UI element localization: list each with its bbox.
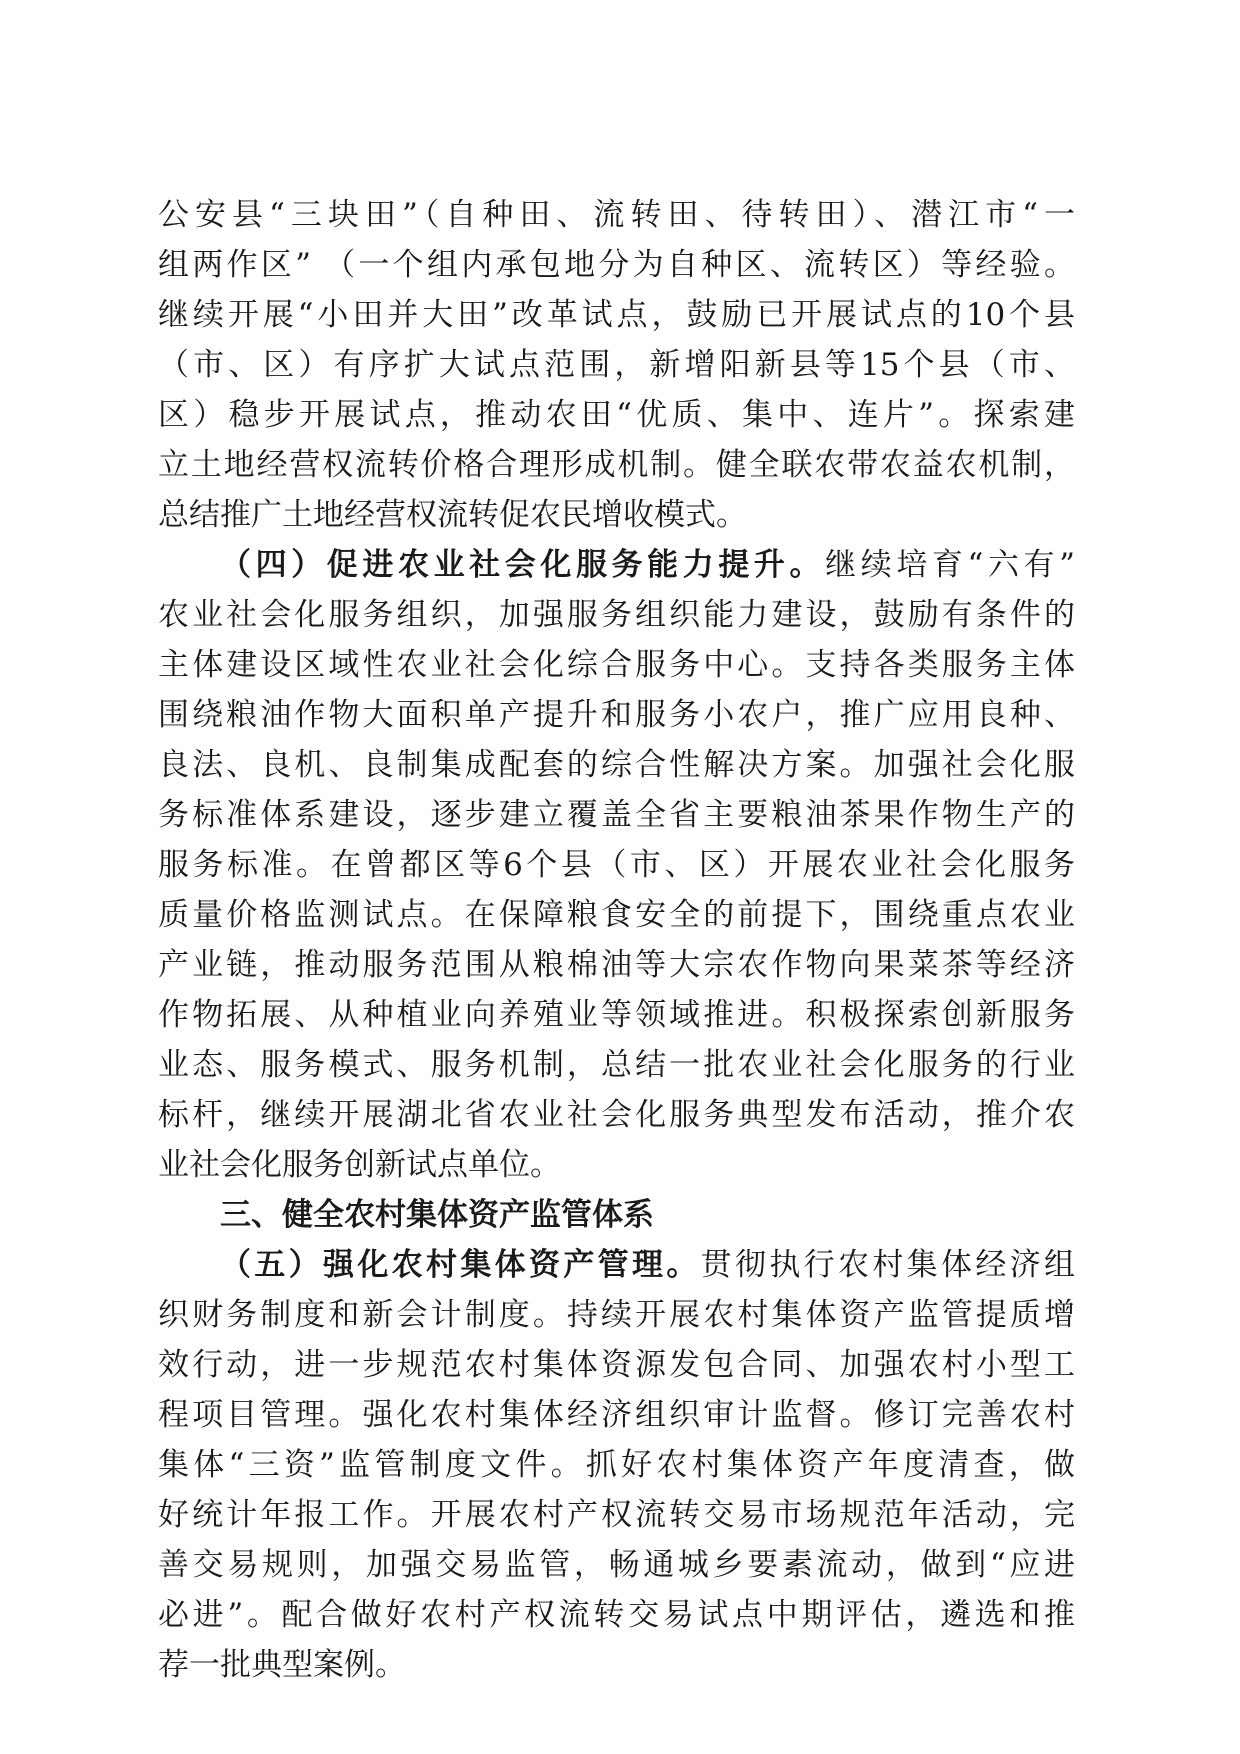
section-heading: 三、健全农村集体资产监管体系: [220, 1197, 654, 1233]
text-line: 总结推广土地经营权流转促农民增收模式。: [158, 497, 747, 533]
section-5-title: （五）强化农村集体资产管理。: [220, 1247, 701, 1283]
text-line: （市、区）有序扩大试点范围，新增阳新县等15个县（市、: [158, 347, 1075, 383]
text-line: 农业社会化服务组织，加强服务组织能力建设，鼓励有条件的: [158, 597, 1075, 633]
section-4-title: （四）促进农业社会化服务能力提升。: [220, 547, 826, 583]
text-line: 服务标准。在曾都区等6个县（市、区）开展农业社会化服务: [158, 847, 1075, 883]
text-line: 组两作区” （一个组内承包地分为自种区、流转区）等经验。: [158, 247, 1075, 283]
text-line: 良法、良机、良制集成配套的综合性解决方案。加强社会化服: [158, 747, 1075, 783]
text-line: 织财务制度和新会计制度。持续开展农村集体资产监管提质增: [158, 1297, 1075, 1333]
text-line: 业社会化服务创新试点单位。: [158, 1147, 561, 1183]
text-line: 荐一批典型案例。: [158, 1647, 406, 1683]
text-line: 立土地经营权流转价格合理形成机制。健全联农带农益农机制，: [158, 447, 1075, 483]
paragraph-land-transfer: [158, 190, 1075, 540]
text-line: 作物拓展、从种植业向养殖业等领域推进。积极探索创新服务: [158, 997, 1075, 1033]
text-line: 程项目管理。强化农村集体经济组织审计监督。修订完善农村: [158, 1397, 1075, 1433]
text-line: 善交易规则，加强交易监管，畅通城乡要素流动，做到“应进: [158, 1547, 1075, 1583]
text-line: 区）稳步开展试点，推动农田“优质、集中、连片”。探索建: [158, 397, 1075, 433]
text-line: 好统计年报工作。开展农村产权流转交易市场规范年活动，完: [158, 1497, 1075, 1533]
text-line: 务标准体系建设，逐步建立覆盖全省主要粮油茶果作物生产的: [158, 797, 1075, 833]
text-line: 业态、服务模式、服务机制，总结一批农业社会化服务的行业: [158, 1047, 1075, 1083]
section-5-first-line-text: 贯彻执行农村集体经济组: [700, 1247, 1075, 1283]
paragraph-section-4: [158, 540, 1075, 1190]
text-line: 继续开展“小田并大田”改革试点，鼓励已开展试点的10个县: [158, 297, 1075, 333]
text-line: 必进”。配合做好农村产权流转交易试点中期评估，遴选和推: [158, 1597, 1075, 1633]
text-line: 标杆，继续开展湖北省农业社会化服务典型发布活动，推介农: [158, 1097, 1075, 1133]
section-4-first-line: [158, 540, 1075, 590]
text-line: 集体“三资”监管制度文件。抓好农村集体资产年度清查，做: [158, 1447, 1075, 1483]
text-line: 产业链，推动服务范围从粮棉油等大宗农作物向果菜茶等经济: [158, 947, 1075, 983]
paragraph-section-5: [158, 1240, 1075, 1690]
text-line: 围绕粮油作物大面积单产提升和服务小农户，推广应用良种、: [158, 697, 1075, 733]
section-4-first-line-text: 继续培育“六有”: [825, 547, 1075, 583]
text-line: 公安县“三块田”（自种田、流转田、待转田）、潜江市“一: [158, 197, 1075, 233]
section-5-first-line: [158, 1240, 1075, 1290]
document-page: [158, 190, 1075, 1690]
text-line: 效行动，进一步规范农村集体资源发包合同、加强农村小型工: [158, 1347, 1075, 1383]
text-line: 质量价格监测试点。在保障粮食安全的前提下，围绕重点农业: [158, 897, 1075, 933]
text-line: 主体建设区域性农业社会化综合服务中心。支持各类服务主体: [158, 647, 1075, 683]
